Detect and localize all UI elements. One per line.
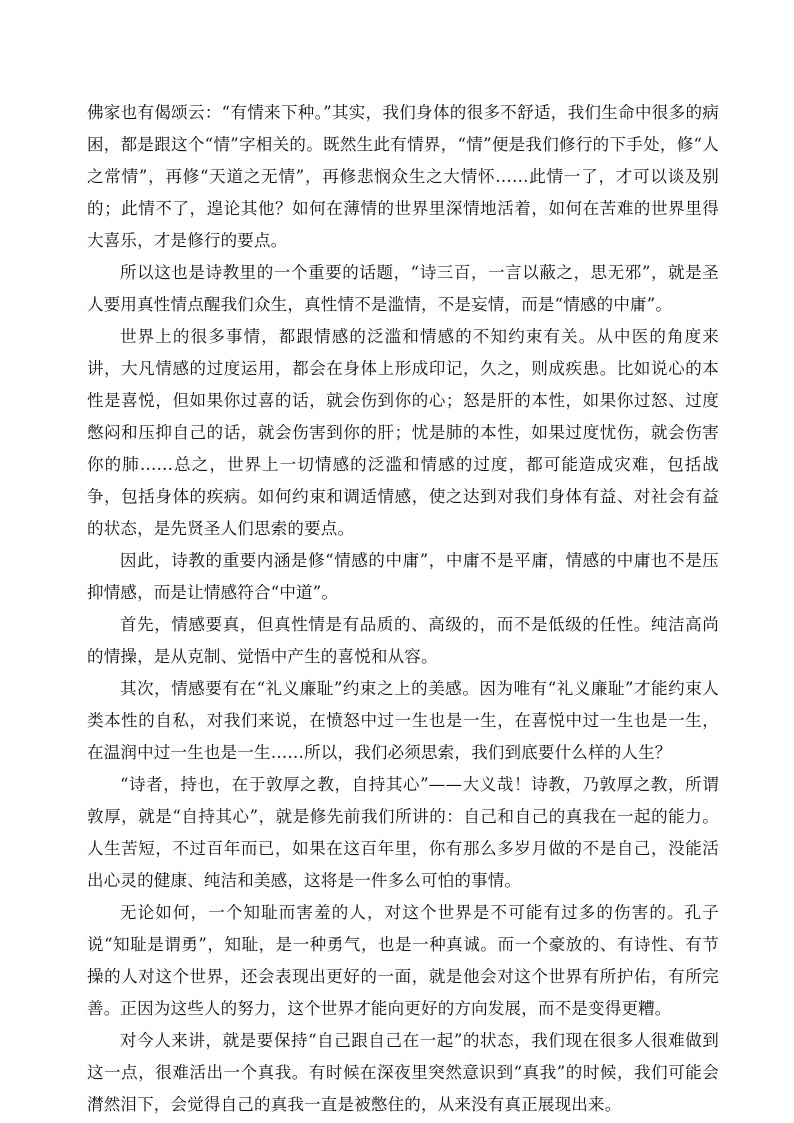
paragraph-1: 佛家也有偈颂云：“有情来下种。”其实，我们身体的很多不舒适，我们生命中很多的病困，都是跟这个“情”字相关的。既然生此有情界，“情”便是我们修行的下手处，修“人之常情”，再修“天道之无情”，再修悲悯众生之大情怀……此情一了，才可以谈及别的；此情不了，遑论其他？如何在薄情的世界里深情地活着，如何在苦难的世界里得大喜乐，才是修行的要点。 xyxy=(87,103,719,250)
paragraph-9: 对今人来讲，就是要保持“自己跟自己在一起”的状态，我们现在很多人很难做到这一点，很难活出一个真我。有时候在深夜里突然意识到“真我”的时候，我们可能会潸然泪下，会觉得自己的真我一直是被憋住的，从来没有真正展现出来。 xyxy=(87,1031,719,1114)
paragraph-3: 世界上的很多事情，都跟情感的泛滥和情感的不知约束有关。从中医的角度来讲，大凡情感的过度运用，都会在身体上形成印记，久之，则成疾患。比如说心的本性是喜悦，但如果你过喜的话，就会伤到你的心；怒是肝的本性，如果你过怒、过度憋闷和压抑自己的话，就会伤害到你的肝；忧是肺的本性，如果过度忧伤，就会伤害你的肺……总之，世界上一切情感的泛滥和情感的过度，都可能造成灾难，包括战争，包括身体的疾病。如何约束和调适情感，使之达到对我们身体有益、对社会有益的状态，是先贤圣人们思索的要点。 xyxy=(87,327,719,538)
document-body xyxy=(87,97,719,1121)
paragraph-8: 无论如何，一个知耻而害羞的人，对这个世界是不可能有过多的伤害的。孔子说“知耻是谓勇”，知耻，是一种勇气，也是一种真诚。而一个豪放的、有诗性、有节操的人对这个世界，还会表现出更好的一面，就是他会对这个世界有所护佑，有所完善。正因为这些人的努力，这个世界才能向更好的方向发展，而不是变得更糟。 xyxy=(87,903,719,1018)
paragraph-4: 因此，诗教的重要内涵是修“情感的中庸”，中庸不是平庸，情感的中庸也不是压抑情感，而是让情感符合“中道”。 xyxy=(87,551,719,602)
paragraph-2: 所以这也是诗教里的一个重要的话题，“诗三百，一言以蔽之，思无邪”，就是圣人要用真性情点醒我们众生，真性情不是滥情，不是妄情，而是“情感的中庸”。 xyxy=(87,263,719,314)
paragraph-6: 其次，情感要有在“礼义廉耻”约束之上的美感。因为唯有“礼义廉耻”才能约束人类本性的自私，对我们来说，在愤怒中过一生也是一生，在喜悦中过一生也是一生，在温润中过一生也是一生……所以，我们必须思索，我们到底要什么样的人生？ xyxy=(87,679,719,762)
paragraph-7: “诗者，持也，在于敦厚之教，自持其心”——大义哉！诗教，乃敦厚之教，所谓敦厚，就是“自持其心”，就是修先前我们所讲的：自己和自己的真我在一起的能力。人生苦短，不过百年而已，如果在这百年里，你有那么多岁月做的不是自己，没能活出心灵的健康、纯洁和美感，这将是一件多么可怕的事情。 xyxy=(87,775,719,890)
paragraph-5: 首先，情感要真，但真性情是有品质的、高级的，而不是低级的任性。纯洁高尚的情操，是从克制、觉悟中产生的喜悦和从容。 xyxy=(87,615,719,666)
